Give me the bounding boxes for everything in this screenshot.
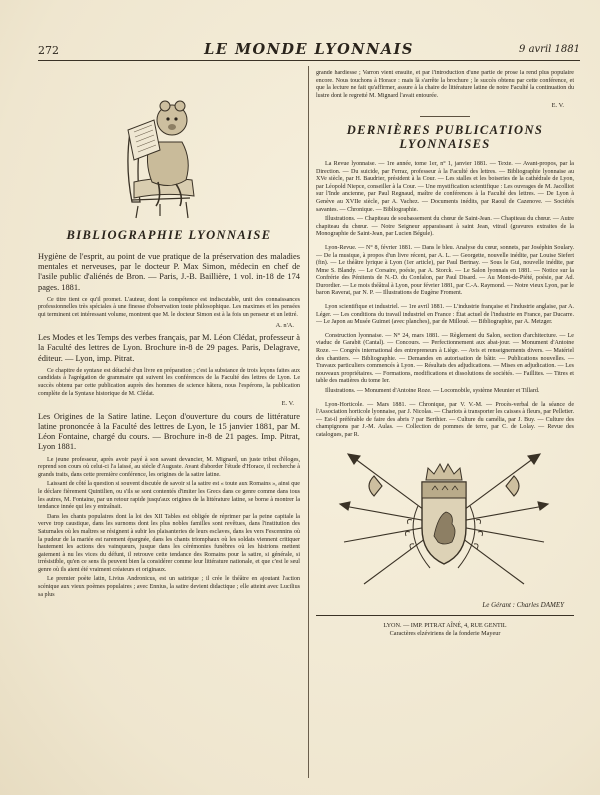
publication-lyon-scientifique bbox=[316, 304, 574, 327]
left-column bbox=[38, 70, 300, 770]
publication-text: Construction lyonnaise. — N° 24, mars 1881. — Règlement du Salon, section d'architecture. — Le viaduc de Garabit (Cantal). — Concours. — Perfectionnement aux abat-jour. — Monument d'Antoine Roze. — Congrès international des entrepreneurs à Liège. — Avis et renseignements divers. — Matériel des chantiers. — Bibliographie. — Demandes en autorisation de bâtir. — Publications nouvelles. — Travaux particuliers commencés à Lyon. — Résultats des adjudications. — Mises en adjudication. — Les nouveaux propriétaires. — Formations, modifications et dissolutions de sociétés. — Faillites. — Titres et table des matières du tome Ier. bbox=[316, 332, 574, 385]
publication-text: Lyon scientifique et industriel. — 1re avril 1881. — L'industrie française et l'industrie anglaise, par A. Léger. — Les conditions du travail industriel en France : État actuel de l'industrie en France, par Ducarre. — Le Japon au Musée Guimet (avec planches), par de Milloué. — Bibliographie, par A. Metzger. bbox=[316, 304, 574, 326]
right-column bbox=[316, 70, 574, 770]
publication-lyon-horticole bbox=[316, 402, 574, 440]
publication-text: Lyon-Horticole. — Mars 1881. — Chronique, par V. V.-M. — Procès-verbal de la séance de l'Association horticole lyonnaise, par J. Nicolas. — Chariots à transporter les caisses à fleurs, par Pelletier. — Est-il préférable de faire des abris ? par Berthier. — Culture du camélia, par J. Buy. — Culture des champignons par J.-M. Aulas. — Collection de pommes de terre, par C. de Lolay. — Revue des catalogues, par R. bbox=[316, 401, 574, 438]
publication-construction-lyonnaise bbox=[316, 333, 574, 396]
entry-hygiene-title: Hygiène de l'esprit, au point de vue pratique de la préservation des maladies mentales et nerveuses, par le docteur P. Max Simon, médecin en chef de l'asile public d'aliénés de Bron. — Paris, J.-B. Baillière, 1 vol. in-18 de 174 pages. 1881. bbox=[38, 252, 300, 292]
entry-hygiene-signature: A. n'A. bbox=[275, 321, 294, 329]
entry-modes-title: Les Modes et les Temps des verbes français, par M. Léon Clédat, professeur à la Faculté des lettres de Lyon. Brochure in-8 de 29 pages. Paris, Delagrave, éditeur. — Lyon, imp. Pitrat. bbox=[38, 333, 300, 363]
publication-lyon-revue bbox=[316, 245, 574, 298]
entry-hygiene-review: Ce titre tient ce qu'il promet. L'auteur, dont la compétence est indiscutable, unit des connaissances professionnelles très spéciales à une finesse d'observation toute philosophique. Les maximes et les pensées qui terminent cet intéressant volume, montrent que M. le docteur Simon est à la fois un penseur et un lettré. bbox=[38, 296, 300, 318]
entry-satire-paragraph-2: Laissant de côté la question si souvent discutée de savoir si la satire est « toute aux Romains », ainsi que le déclare fièrement Quintilien, ou s'ils se sont contentés d'imiter les Grecs dans ce genre comme dans tous les autres, M. Fontaine, par un retour rapide jusqu'aux origines de la littérature latine, se borne à montrer la tendance innée qui les y entraînait. bbox=[38, 481, 300, 511]
masthead-title: LE MONDE LYONNAIS bbox=[204, 41, 414, 58]
imprint-line-1: LYON. — IMP. PITRAT AÎNÉ, 4, RUE GENTIL bbox=[383, 622, 507, 630]
publication-text: Lyon-Revue. — N° 8, février 1881. — Dans le bleu. Analyse du cœur, sonnets, par Joséphin Soulary. — De la musique, à propos d'un livre récent, par A. L. — Georgette, nouvelle inédite, par Louise Siefert (fin). — Le théâtre lyrique à Lyon (1er article), par Paul Bertnay. — Sous le Gui, nouvelle inédite, par Mme S. Blandy. — Le Corsaire, poésie, par A. Storck. — Le Salon lyonnais en 1881. — Notice sur la Confrérie des Pénitents de N.-D. du Confalon, par Paul Disard. — Au Mont-de-Piété, poésie, par Ad. Durordier. — Le mois théâtral à Lyon, pour février 1881, par C.-A. Raymond. — Notre vieux Lyon, par le baron Raverat, par N. P. — Illustrations de Eugène Froment. bbox=[316, 244, 574, 297]
gerant-signature: Le Gérant : Charles DAMEY bbox=[482, 600, 564, 609]
publication-revue-lyonnaise bbox=[316, 161, 574, 239]
reading-figure-illustration bbox=[38, 72, 300, 220]
issue-date: 9 avril 1881 bbox=[519, 44, 580, 55]
coat-of-arms-icon bbox=[334, 446, 554, 596]
publication-illustrations: Illustrations. — Monument d'Antoine Roze. — Locomobile, système Meunier et Tillard. bbox=[325, 388, 540, 394]
entry-satire-paragraph-4: Le premier poète latin, Livius Andronicus, est un satirique ; il crée le théâtre en ajoutant l'action scénique aux vieux poèmes populaires ; avec Ennius, la satire devient didactique ; elle atteint avec Lucilius sa plus bbox=[38, 576, 300, 598]
entry-satire-paragraph-3: Dans les chants populaires dont la loi des XII Tables est obligée de réprimer par la peine capitale la verve trop caustique, dans les surnoms dont les plus nobles familles sont revêtues, dans l'institution des Saturnales où les maîtres se résignent à subir les plaisanteries de leurs esclaves, dans les vers Fescennins où la pudeur de la mariée est rarement épargnée, dans les chants triomphaux où les soldats viennent critiquer hautement les actions des vainqueurs, jusque dans les cérémonies funèbres où les histrions mettent gaiement à nu les vices du défunt, il retrouve cette tendance des Romains pour la satire, si générale, si irrésistible, qu'en ce sens ils peuvent bien la considérer comme leur littérature nationale, et que c'est le seul genre où ils aient été vraiment créateurs et originaux. bbox=[38, 513, 300, 573]
satire-continuation-signature: E. V. bbox=[551, 102, 564, 110]
heraldic-trophy-illustration bbox=[316, 446, 574, 596]
entry-satire-title: Les Origines de la Satire latine. Leçon d'ouverture du cours de littérature latine prononcée à la Faculté des lettres de Lyon, le 15 janvier 1881, par M. Léon Fontaine, chargé du cours. — Brochure in-8 de 21 pages. Imp. Pitrat, Lyon 1881. bbox=[38, 411, 300, 452]
reading-animal-figure-icon bbox=[110, 72, 220, 220]
entry-modes-signature: E. V. bbox=[281, 400, 294, 408]
section-title-dernieres-publications: DERNIÈRES PUBLICATIONS LYONNAISES bbox=[346, 122, 544, 151]
entry-satire-paragraph-1: Le jeune professeur, après avoir payé à son savant devancier, M. Mignard, un juste tribut d'éloges, reprend son cours où celui-ci l'a laissé, au siècle d'Auguste. Avant d'aborder l'étude d'Horace, il recherche à grands traits, dans cette première conférence, les origines de la satire latine. bbox=[38, 456, 300, 478]
page-header bbox=[38, 41, 580, 61]
page-number: 272 bbox=[38, 44, 59, 57]
satire-continuation: grande hardiesse ; Varron vient ensuite, et par l'introduction d'une partie de prose la rend plus populaire encore. Nous touchons à Horace : mais là s'arrête la brochure ; le succès obtenu par cette conférence, et que la lecture ne fait qu'affirmer, assure à la chaire de littérature latine de notre Faculté la continuation du lustre dont le regretté M. Mignard l'avait entourée. bbox=[316, 70, 574, 99]
printer-imprint bbox=[316, 615, 574, 638]
section-title-bibliographie: BIBLIOGRAPHIE LYONNAISE bbox=[66, 228, 272, 242]
publication-text: La Revue lyonnaise. — 1re année, tome 1er, n° 1, janvier 1881. — Texte. — Avant-propos, par la Direction. — Du suicide, par Ferraz, professeur à la Faculté des lettres. — Bibliographie lyonnaise au XVe siècle, par H. Baudrier, président à la Cour. — Les stalles et les boiseries de la cathédrale de Lyon, par Léopold Niepce, conseiller à la Cour. — Une mystification scientifique : Les ouvrages de M. Jacolliot sur l'Inde ancienne, par Paul Regnaud, maître de conférences à la Faculté des lettres. — De Lyon à Genève au XVIIe siècle, par A. Vachez. — Documents inédits, par Raoul de Cazenove. — Sociétés savantes. — Chronique. — Bibliographie. bbox=[316, 160, 574, 213]
entry-modes-review: Ce chapitre de syntaxe est détaché d'un livre en préparation ; c'est la substance de trois leçons faites aux candidats à l'agrégation de grammaire qui suivent les conférences de la Faculté des lettres de Lyon. Le succès obtenu par cette publication auprès des hommes de science hâtera, nous l'espérons, la publication complète de la Syntaxe historique de M. Clédat. bbox=[38, 367, 300, 397]
publication-illustrations: Illustrations. — Chapiteau de soubassement du chœur de Saint-Jean. — Chapiteau du chœur. — Autre chapiteau du chœur. — Notre Seigneur apparaissant à saint Jean, vitrail (gravures extraites de la Monographie de Saint-Jean, par Lucien Bégule). bbox=[316, 216, 574, 238]
separator-rule bbox=[420, 116, 470, 117]
column-divider bbox=[308, 66, 309, 778]
imprint-line-2: Caractères elzéviriens de la fonderie Mayeur bbox=[389, 630, 501, 638]
